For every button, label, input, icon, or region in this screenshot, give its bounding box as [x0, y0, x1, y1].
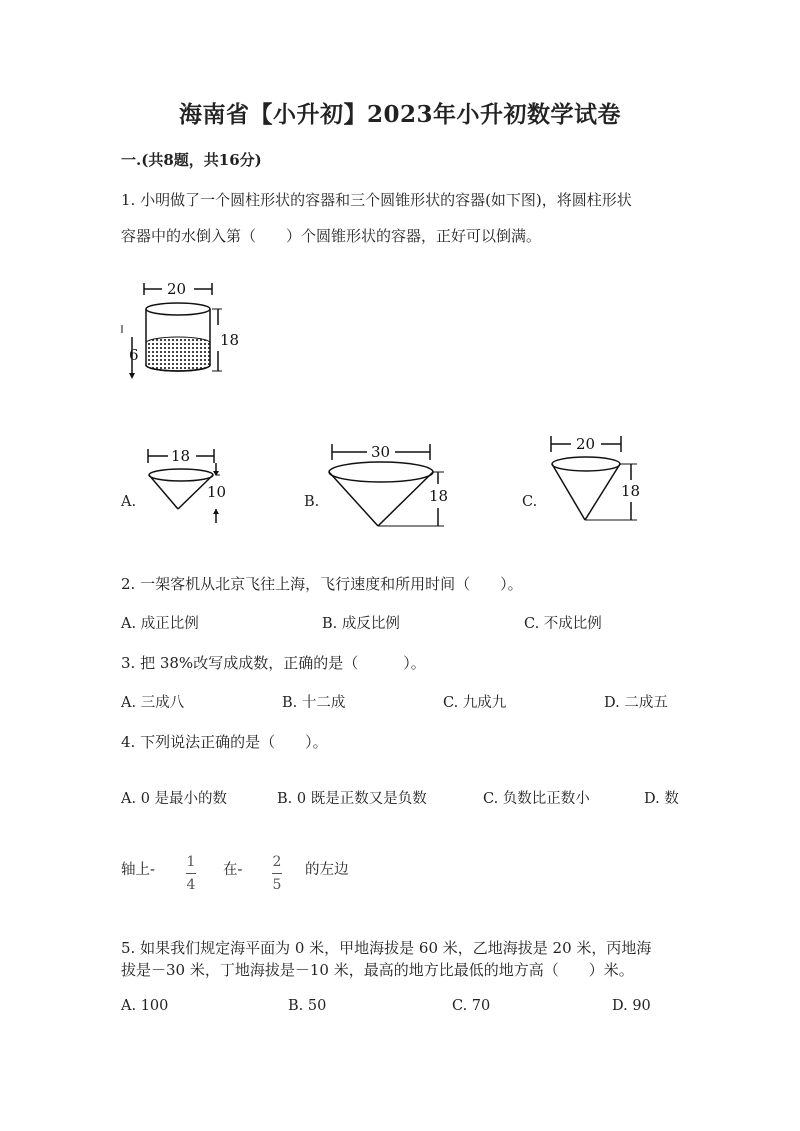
question-5-option-d[interactable]: D. 90: [612, 998, 651, 1014]
question-3-option-c[interactable]: C. 九成九: [443, 695, 507, 711]
question-3-option-a[interactable]: A. 三成八: [121, 695, 185, 711]
cylinder-water-label: 6: [129, 346, 139, 364]
cone-a-figure: [140, 445, 240, 530]
cone-a-height-label: 10: [207, 483, 227, 501]
cylinder-height-label: 18: [220, 331, 240, 349]
question-5-line-2: 拔是－30 米，丁地海拔是－10 米，最高的地方比最低的地方高（ ）米。: [121, 961, 634, 979]
question-2-text: 2. 一架客机从北京飞往上海，飞行速度和所用时间（ ）。: [121, 575, 523, 593]
cone-c-height-label: 18: [621, 482, 641, 500]
cylinder-diameter-label: 20: [167, 280, 187, 298]
cone-b-diameter-label: 30: [371, 443, 391, 461]
cone-a-diameter-label: 18: [171, 447, 191, 465]
cone-c-diameter-label: 20: [576, 435, 596, 453]
question-4-option-a[interactable]: A. 0 是最小的数: [121, 791, 228, 807]
question-5-line-1: 5. 如果我们规定海平面为 0 米，甲地海拔是 60 米，乙地海拔是 20 米，丙地海: [121, 939, 652, 957]
fraction-1-numerator: 1: [186, 854, 196, 870]
cone-a-label: A.: [121, 494, 137, 510]
cone-c-figure: [545, 430, 655, 530]
fraction-one-quarter: [186, 851, 196, 892]
question-4-text: 4. 下列说法正确的是（ ）。: [121, 733, 328, 751]
page-title: 海南省【小升初】2023年小升初数学试卷: [178, 101, 621, 128]
question-5-option-b[interactable]: B. 50: [288, 998, 327, 1014]
question-5-option-c[interactable]: C. 70: [452, 998, 491, 1014]
fraction-two-fifths: [272, 851, 282, 892]
question-4-continuation-mid: 在-: [223, 862, 243, 878]
question-3-text: 3. 把 38%改写成成数，正确的是（ ）。: [121, 654, 426, 672]
cone-b-figure: [320, 440, 460, 535]
question-2-option-c[interactable]: C. 不成比例: [524, 616, 602, 632]
question-1-line-2: 容器中的水倒入第（ ）个圆锥形状的容器，正好可以倒满。: [121, 227, 542, 245]
question-4-option-c[interactable]: C. 负数比正数小: [483, 791, 590, 807]
question-4-continuation-prefix: 轴上-: [121, 862, 155, 878]
question-5-option-a[interactable]: A. 100: [121, 998, 169, 1014]
question-4-continuation-suffix: 的左边: [305, 862, 349, 878]
question-4-option-d[interactable]: D. 数: [644, 791, 679, 807]
question-3-option-d[interactable]: D. 二成五: [604, 695, 668, 711]
question-4-option-b[interactable]: B. 0 既是正数又是负数: [277, 791, 427, 807]
cone-b-label: B.: [304, 494, 320, 510]
section-heading: 一.(共8题，共16分): [121, 151, 262, 169]
cylinder-figure: [120, 275, 250, 385]
fraction-2-denominator: 5: [272, 877, 282, 893]
question-2-option-a[interactable]: A. 成正比例: [121, 616, 199, 632]
cone-b-height-label: 18: [429, 487, 449, 505]
question-2-option-b[interactable]: B. 成反比例: [322, 616, 400, 632]
cone-c-label: C.: [522, 494, 538, 510]
fraction-1-denominator: 4: [186, 877, 196, 893]
question-1-line-1: 1. 小明做了一个圆柱形状的容器和三个圆锥形状的容器(如下图)，将圆柱形状: [121, 191, 632, 209]
question-3-option-b[interactable]: B. 十二成: [282, 695, 346, 711]
fraction-2-numerator: 2: [272, 854, 282, 870]
